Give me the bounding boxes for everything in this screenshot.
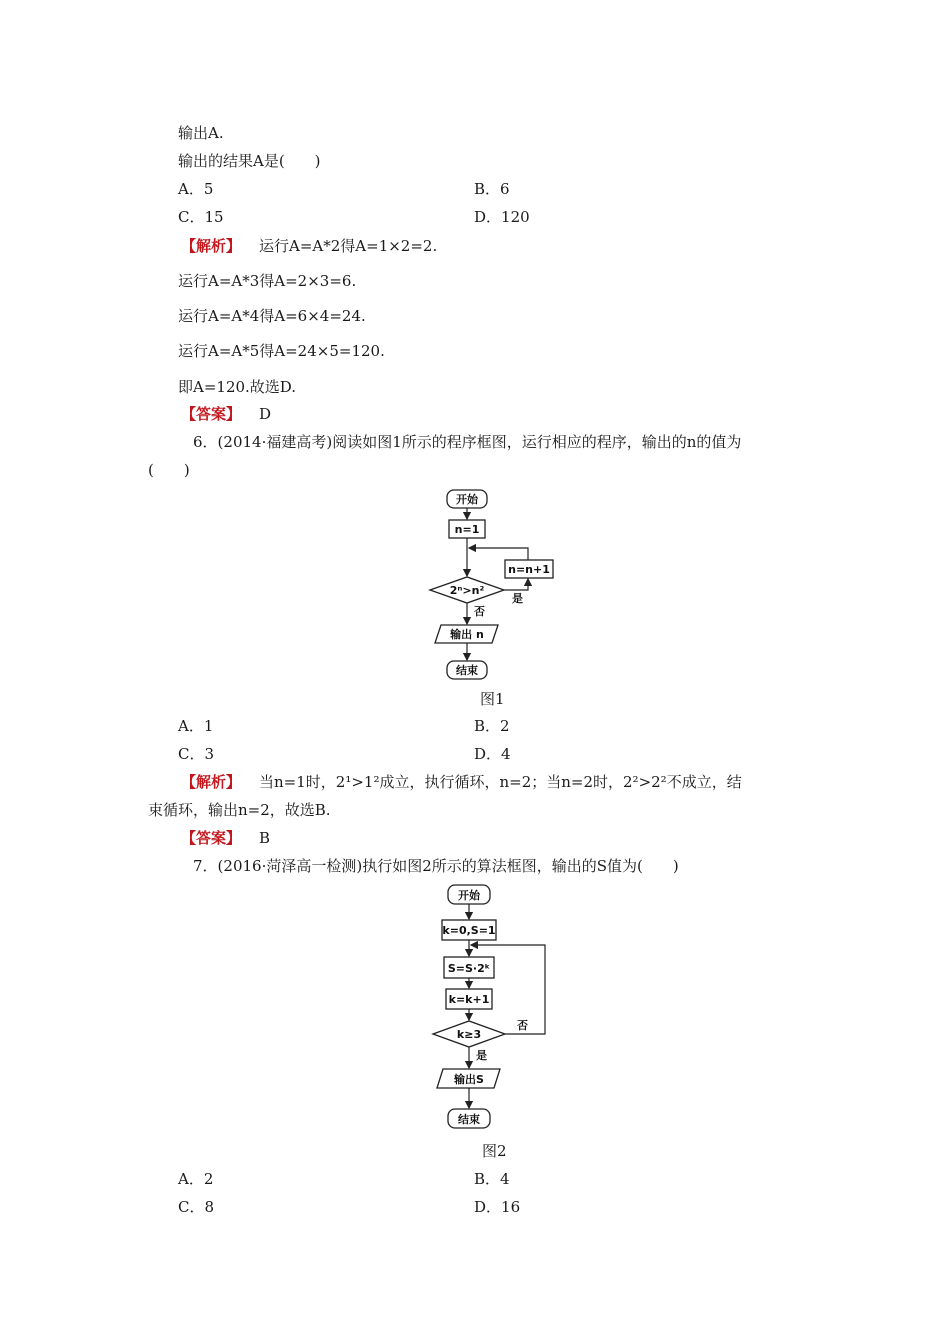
q6-answer: B	[259, 829, 271, 847]
q5-analysis-line-4: 运行A=A*5得A=24×5=120.	[178, 342, 385, 360]
q7-option-b: B．4	[474, 1170, 510, 1188]
q6-answer-tag: 【答案】	[181, 829, 242, 847]
fc2-end-label: 结束	[458, 1113, 480, 1126]
fc2-yes-label: 是	[476, 1049, 487, 1062]
q6-stem-line-1: 6．(2014·福建高考)阅读如图1所示的程序框图，运行相应的程序，输出的n的值为	[193, 433, 742, 451]
fc2-assign-label: S=S·2ᵏ	[447, 962, 491, 975]
q5-option-d: D．120	[474, 208, 530, 226]
fc2-update-label: k=k+1	[448, 993, 490, 1006]
q5-question: 输出的结果A是( )	[178, 152, 321, 170]
fc1-condition-label: 2ⁿ>n²	[449, 584, 485, 597]
q5-option-a: A．5	[178, 180, 214, 198]
fc2-start-label: 开始	[458, 889, 480, 902]
fc1-output-label: 输出 n	[450, 628, 484, 641]
q5-answer: D	[259, 405, 272, 423]
fc2-init-label: k=0,S=1	[442, 924, 496, 937]
q5-analysis-line-1: 运行A=A*2得A=1×2=2.	[259, 237, 438, 255]
q7-option-c: C．8	[178, 1198, 215, 1216]
q5-analysis-tag: 【解析】	[181, 237, 242, 255]
fc1-yes-label: 是	[512, 592, 523, 605]
q6-option-d: D．4	[474, 745, 511, 763]
q7-option-a: A．2	[178, 1170, 214, 1188]
fc1-init-label: n=1	[454, 523, 480, 536]
fc2-condition-label: k≥3	[456, 1028, 482, 1041]
fc1-no-label: 否	[474, 605, 485, 618]
q5-answer-tag: 【答案】	[181, 405, 242, 423]
q5-option-c: C．15	[178, 208, 224, 226]
q6-stem-line-2: ( )	[148, 461, 190, 479]
q7-stem: 7．(2016·菏泽高一检测)执行如图2所示的算法框图，输出的S值为( )	[193, 857, 679, 875]
q5-analysis-line-2: 运行A=A*3得A=2×3=6.	[178, 272, 357, 290]
q6-analysis-line-2: 束循环，输出n=2，故选B.	[148, 801, 331, 819]
q5-output-line: 输出A.	[178, 124, 224, 142]
q7-option-d: D．16	[474, 1198, 521, 1216]
q6-option-c: C．3	[178, 745, 215, 763]
figure-1-caption: 图1	[480, 690, 505, 708]
q6-option-b: B．2	[474, 717, 510, 735]
q6-analysis-tag: 【解析】	[181, 773, 242, 791]
fc2-output-label: 输出S	[454, 1073, 484, 1086]
q5-analysis-line-3: 运行A=A*4得A=6×4=24.	[178, 307, 366, 325]
fc2-no-label: 否	[517, 1019, 528, 1032]
q5-option-b: B．6	[474, 180, 510, 198]
fc1-start-label: 开始	[456, 493, 478, 506]
figure-2-caption: 图2	[482, 1142, 507, 1160]
fc1-end-label: 结束	[456, 664, 478, 677]
q5-analysis-line-5: 即A=120.故选D.	[178, 378, 297, 396]
fc1-update-label: n=n+1	[508, 563, 550, 576]
q6-analysis-line-1: 当n=1时，2¹>1²成立，执行循环，n=2；当n=2时，2²>2²不成立，结	[259, 773, 742, 791]
q6-option-a: A．1	[178, 717, 214, 735]
